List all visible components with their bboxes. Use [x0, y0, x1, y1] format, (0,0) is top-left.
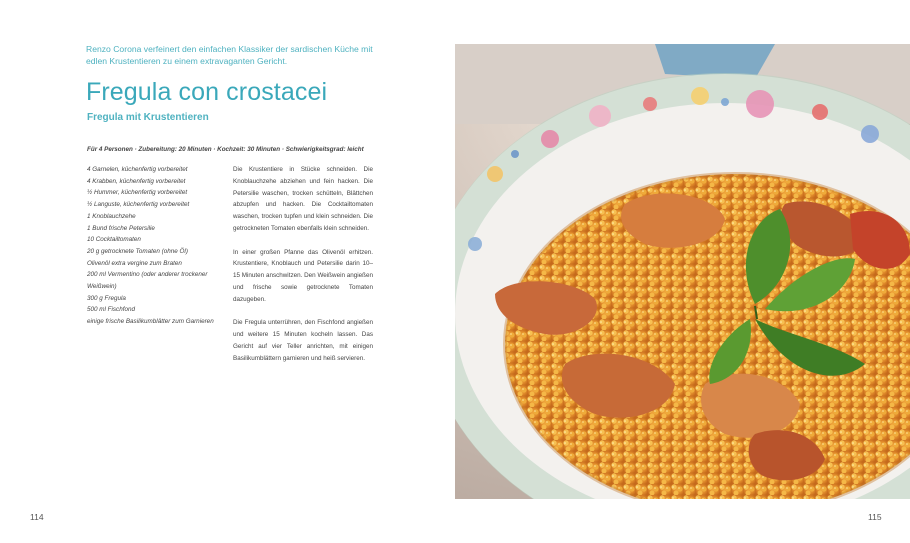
- intro-text: Renzo Corona verfeinert den einfachen Klassiker der sardischen Küche mit edlen Krustentieren zu einem extravaganten Gericht.: [86, 44, 373, 66]
- ingredient-item: 4 Garnelen, küchenfertig vorbereitet: [87, 166, 188, 173]
- plate-of-fregula-icon: [455, 44, 910, 499]
- ingredient-item: ½ Hummer, küchenfertig vorbereitet: [87, 189, 188, 197]
- dish-photo: [455, 44, 910, 499]
- ingredient-item: 20 g getrocknete Tomaten (ohne Öl): [87, 247, 188, 255]
- ingredient-list: [87, 164, 227, 328]
- recipe-title: Fregula con crostacei: [86, 78, 328, 106]
- page-number-right: 115: [868, 512, 882, 522]
- method-text: [233, 164, 373, 376]
- ingredient-item: 500 ml Fischfond: [87, 306, 135, 314]
- ingredient-item: 1 Bund frische Petersilie: [87, 224, 155, 232]
- ingredient-item: 1 Knoblauchzehe: [87, 212, 136, 220]
- ingredient-item: einige frische Basilikumblätter zum Garnieren: [87, 318, 214, 326]
- ingredient-item: Olivenöl extra vergine zum Braten: [87, 259, 182, 267]
- recipe-subtitle: Fregula mit Krustentieren: [87, 112, 209, 123]
- ingredient-item: 4 Krabben, küchenfertig vorbereitet: [87, 177, 186, 185]
- method-step: Die Krustentiere in Stücke schneiden. Die Knoblauchzehe abziehen und fein hacken. Die Petersilie waschen, trocken schütteln, Blättchen abzupfen und hacken. Die Cocktailtomaten waschen, trocken tupfen und klein schneiden. Die getrockneten Tomaten ebenfalls klein schneiden.: [233, 166, 373, 232]
- method-step: Die Fregula unterrühren, den Fischfond angießen und weitere 15 Minuten kocheln lassen. Das Gericht auf vier Teller anrichten, mit einigen Basilikumblättern garnieren und heiß servieren.: [233, 319, 373, 362]
- page-number-left: 114: [30, 512, 44, 522]
- ingredient-item: 10 Cocktailtomaten: [87, 236, 141, 244]
- ingredient-item: 300 g Fregula: [87, 294, 126, 302]
- recipe-meta: Für 4 Personen · Zubereitung: 20 Minuten · Kochzeit: 30 Minuten · Schwierigkeitsgrad: leicht: [87, 146, 364, 153]
- ingredient-item: ½ Languste, küchenfertig vorbereitet: [87, 201, 190, 209]
- ingredient-item: 200 ml Vermentino (oder anderer trockener Weißwein): [87, 271, 208, 291]
- method-step: In einer großen Pfanne das Olivenöl erhitzen. Krustentiere, Knoblauch und Petersilie darin 10–15 Minuten anschwitzen. Den Weißwein angießen und frische sowie getrocknete Tomaten dazugeben.: [233, 248, 373, 303]
